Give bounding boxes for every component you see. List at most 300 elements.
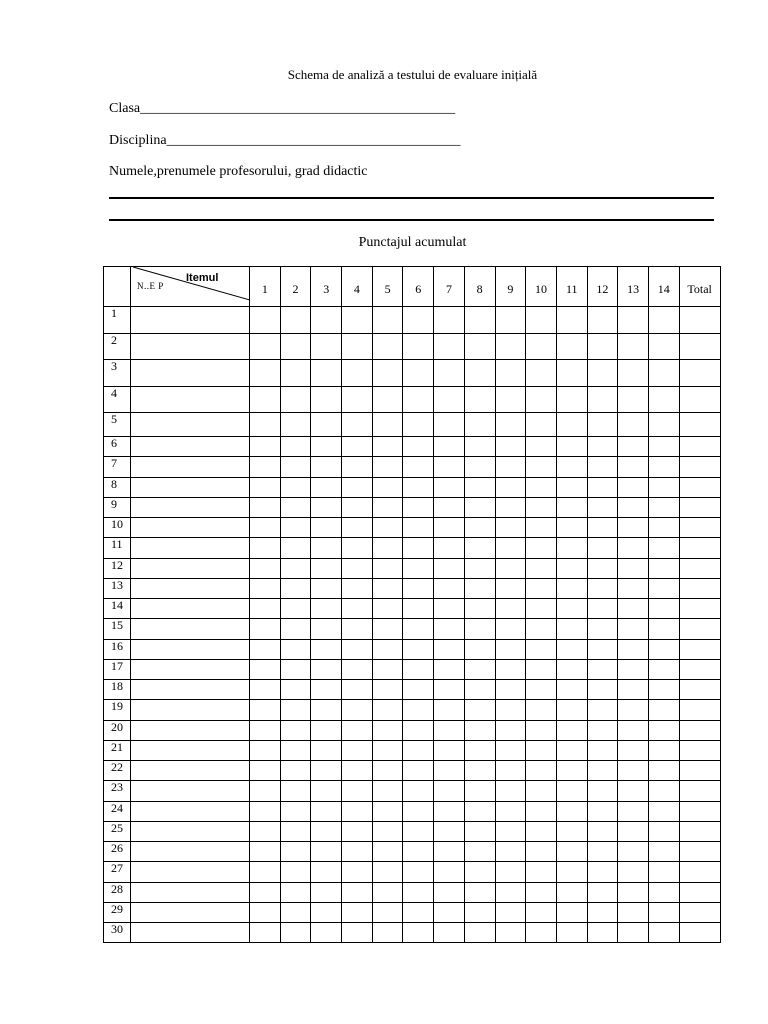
total-score-cell — [679, 659, 720, 679]
item-score-cell — [495, 659, 526, 679]
student-name-cell — [131, 360, 250, 387]
item-score-cell — [526, 781, 557, 801]
item-score-cell — [280, 923, 311, 943]
table-row — [104, 882, 721, 902]
item-score-cell — [342, 720, 373, 740]
total-score-cell — [679, 700, 720, 720]
item-score-cell — [311, 307, 342, 334]
item-score-cell — [280, 720, 311, 740]
item-score-cell — [648, 457, 679, 477]
item-score-cell — [526, 437, 557, 457]
item-score-cell — [342, 578, 373, 598]
row-number: 15 — [104, 619, 131, 639]
item-score-cell — [556, 477, 587, 497]
student-name-cell — [131, 334, 250, 360]
item-score-cell — [618, 781, 649, 801]
item-score-cell — [280, 578, 311, 598]
item-score-cell — [280, 781, 311, 801]
item-score-cell — [618, 740, 649, 760]
item-score-cell — [556, 700, 587, 720]
item-score-cell — [434, 639, 465, 659]
item-score-cell — [648, 659, 679, 679]
item-score-cell — [250, 639, 281, 659]
item-score-cell — [311, 659, 342, 679]
item-score-cell — [495, 413, 526, 437]
item-score-cell — [464, 659, 495, 679]
table-row — [104, 740, 721, 760]
item-score-cell — [250, 680, 281, 700]
total-score-cell — [679, 639, 720, 659]
row-number: 28 — [104, 882, 131, 902]
item-score-cell — [372, 518, 403, 538]
item-score-cell — [526, 497, 557, 517]
item-score-cell — [618, 518, 649, 538]
item-score-cell — [648, 477, 679, 497]
item-score-cell — [250, 619, 281, 639]
item-score-cell — [372, 387, 403, 413]
writing-line-1 — [109, 197, 714, 199]
column-header-item-9: 9 — [495, 267, 526, 307]
item-score-cell — [434, 801, 465, 821]
item-score-cell — [342, 558, 373, 578]
item-score-cell — [464, 740, 495, 760]
item-score-cell — [464, 360, 495, 387]
item-score-cell — [618, 801, 649, 821]
item-score-cell — [495, 781, 526, 801]
student-name-cell — [131, 801, 250, 821]
item-score-cell — [495, 700, 526, 720]
total-score-cell — [679, 578, 720, 598]
row-number: 29 — [104, 902, 131, 922]
item-score-cell — [556, 821, 587, 841]
item-score-cell — [464, 307, 495, 334]
table-row — [104, 387, 721, 413]
item-score-cell — [372, 923, 403, 943]
item-score-cell — [464, 619, 495, 639]
student-name-cell — [131, 619, 250, 639]
row-number: 8 — [104, 477, 131, 497]
row-number: 22 — [104, 761, 131, 781]
item-score-cell — [618, 477, 649, 497]
item-score-cell — [648, 882, 679, 902]
row-number: 23 — [104, 781, 131, 801]
item-score-cell — [556, 334, 587, 360]
column-header-item-5: 5 — [372, 267, 403, 307]
item-score-cell — [342, 902, 373, 922]
item-score-cell — [648, 801, 679, 821]
item-score-cell — [618, 558, 649, 578]
student-name-cell — [131, 437, 250, 457]
item-score-cell — [556, 842, 587, 862]
item-score-cell — [526, 700, 557, 720]
item-score-cell — [403, 720, 434, 740]
item-score-cell — [434, 413, 465, 437]
item-score-cell — [250, 387, 281, 413]
item-score-cell — [280, 842, 311, 862]
total-score-cell — [679, 801, 720, 821]
row-number: 21 — [104, 740, 131, 760]
item-score-cell — [618, 538, 649, 558]
item-score-cell — [464, 923, 495, 943]
table-row — [104, 781, 721, 801]
item-score-cell — [403, 599, 434, 619]
item-score-cell — [403, 761, 434, 781]
item-score-cell — [403, 680, 434, 700]
total-score-cell — [679, 923, 720, 943]
item-score-cell — [618, 334, 649, 360]
item-score-cell — [587, 558, 618, 578]
item-score-cell — [648, 639, 679, 659]
item-score-cell — [587, 387, 618, 413]
student-name-cell — [131, 740, 250, 760]
item-score-cell — [403, 538, 434, 558]
item-score-cell — [250, 659, 281, 679]
item-score-cell — [280, 821, 311, 841]
item-score-cell — [372, 558, 403, 578]
item-score-cell — [342, 862, 373, 882]
item-score-cell — [434, 518, 465, 538]
row-number: 11 — [104, 538, 131, 558]
item-score-cell — [372, 360, 403, 387]
item-score-cell — [434, 334, 465, 360]
item-score-cell — [464, 902, 495, 922]
teacher-field: Numele,prenumele profesorului, grad didactic — [109, 164, 368, 179]
item-score-cell — [526, 387, 557, 413]
item-score-cell — [648, 842, 679, 862]
total-score-cell — [679, 740, 720, 760]
item-score-cell — [526, 578, 557, 598]
total-score-cell — [679, 680, 720, 700]
item-score-cell — [311, 457, 342, 477]
item-score-cell — [556, 538, 587, 558]
item-score-cell — [464, 578, 495, 598]
item-score-cell — [250, 360, 281, 387]
writing-line-2 — [109, 219, 714, 221]
item-score-cell — [403, 882, 434, 902]
item-score-cell — [434, 599, 465, 619]
item-score-cell — [372, 700, 403, 720]
item-score-cell — [495, 578, 526, 598]
item-score-cell — [495, 538, 526, 558]
item-score-cell — [464, 497, 495, 517]
item-score-cell — [372, 659, 403, 679]
item-score-cell — [587, 437, 618, 457]
table-row — [104, 307, 721, 334]
item-score-cell — [495, 599, 526, 619]
item-score-cell — [526, 518, 557, 538]
item-score-cell — [280, 619, 311, 639]
item-score-cell — [556, 740, 587, 760]
item-score-cell — [618, 902, 649, 922]
student-name-cell — [131, 862, 250, 882]
item-score-cell — [464, 599, 495, 619]
item-score-cell — [403, 360, 434, 387]
table-row — [104, 578, 721, 598]
item-score-cell — [648, 558, 679, 578]
item-score-cell — [648, 360, 679, 387]
item-score-cell — [495, 761, 526, 781]
table-row — [104, 902, 721, 922]
row-number: 4 — [104, 387, 131, 413]
item-score-cell — [618, 882, 649, 902]
item-score-cell — [403, 639, 434, 659]
item-score-cell — [648, 334, 679, 360]
item-score-cell — [618, 842, 649, 862]
total-score-cell — [679, 882, 720, 902]
item-score-cell — [250, 578, 281, 598]
item-score-cell — [372, 882, 403, 902]
item-score-cell — [495, 821, 526, 841]
item-score-cell — [526, 740, 557, 760]
item-score-cell — [403, 923, 434, 943]
document-title: Schema de analiză a testului de evaluare inițială — [287, 67, 538, 82]
item-score-cell — [526, 821, 557, 841]
item-score-cell — [464, 518, 495, 538]
item-score-cell — [434, 923, 465, 943]
item-score-cell — [403, 821, 434, 841]
student-name-cell — [131, 781, 250, 801]
item-score-cell — [342, 518, 373, 538]
item-score-cell — [250, 477, 281, 497]
item-score-cell — [372, 497, 403, 517]
table-row — [104, 518, 721, 538]
total-score-cell — [679, 387, 720, 413]
column-header-item-4: 4 — [342, 267, 373, 307]
item-score-cell — [618, 680, 649, 700]
item-score-cell — [587, 307, 618, 334]
row-number: 13 — [104, 578, 131, 598]
item-score-cell — [587, 801, 618, 821]
table-row — [104, 720, 721, 740]
item-score-cell — [526, 307, 557, 334]
item-score-cell — [495, 882, 526, 902]
table-row — [104, 558, 721, 578]
item-score-cell — [342, 497, 373, 517]
item-score-cell — [495, 307, 526, 334]
item-score-cell — [618, 720, 649, 740]
row-number: 24 — [104, 801, 131, 821]
total-score-cell — [679, 902, 720, 922]
item-score-cell — [311, 902, 342, 922]
item-score-cell — [587, 740, 618, 760]
item-score-cell — [618, 413, 649, 437]
item-score-cell — [250, 334, 281, 360]
item-score-cell — [250, 700, 281, 720]
item-score-cell — [250, 307, 281, 334]
item-score-cell — [311, 801, 342, 821]
item-score-cell — [311, 387, 342, 413]
item-header-label: Itemul — [186, 272, 219, 284]
student-name-cell — [131, 457, 250, 477]
item-score-cell — [372, 781, 403, 801]
total-score-cell — [679, 599, 720, 619]
item-score-cell — [372, 842, 403, 862]
student-name-cell — [131, 842, 250, 862]
item-score-cell — [526, 457, 557, 477]
item-score-cell — [434, 387, 465, 413]
total-score-cell — [679, 761, 720, 781]
item-score-cell — [280, 801, 311, 821]
item-score-cell — [434, 680, 465, 700]
student-name-cell — [131, 307, 250, 334]
item-score-cell — [464, 387, 495, 413]
item-score-cell — [403, 387, 434, 413]
table-row — [104, 457, 721, 477]
table-row — [104, 821, 721, 841]
student-name-cell — [131, 599, 250, 619]
item-score-cell — [618, 639, 649, 659]
item-score-cell — [311, 639, 342, 659]
item-score-cell — [648, 599, 679, 619]
row-number: 17 — [104, 659, 131, 679]
student-name-cell — [131, 761, 250, 781]
item-score-cell — [587, 639, 618, 659]
student-name-cell — [131, 578, 250, 598]
item-score-cell — [403, 518, 434, 538]
item-score-cell — [464, 781, 495, 801]
item-score-cell — [556, 578, 587, 598]
item-score-cell — [556, 882, 587, 902]
item-score-cell — [342, 923, 373, 943]
row-number: 25 — [104, 821, 131, 841]
item-score-cell — [587, 413, 618, 437]
table-row — [104, 619, 721, 639]
column-header-item-8: 8 — [464, 267, 495, 307]
total-score-cell — [679, 307, 720, 334]
item-score-cell — [618, 923, 649, 943]
item-score-cell — [434, 497, 465, 517]
table-row — [104, 659, 721, 679]
item-score-cell — [648, 862, 679, 882]
header-blank-cell — [104, 267, 131, 307]
student-name-cell — [131, 659, 250, 679]
item-score-cell — [280, 862, 311, 882]
item-score-cell — [587, 457, 618, 477]
row-number: 9 — [104, 497, 131, 517]
item-score-cell — [403, 781, 434, 801]
column-header-item-14: 14 — [648, 267, 679, 307]
item-score-cell — [464, 558, 495, 578]
item-score-cell — [434, 477, 465, 497]
item-score-cell — [648, 538, 679, 558]
item-score-cell — [648, 413, 679, 437]
column-header-item-12: 12 — [587, 267, 618, 307]
item-score-cell — [648, 437, 679, 457]
column-header-item-11: 11 — [556, 267, 587, 307]
item-score-cell — [495, 680, 526, 700]
total-score-cell — [679, 842, 720, 862]
item-score-cell — [280, 902, 311, 922]
item-score-cell — [556, 599, 587, 619]
item-score-cell — [311, 518, 342, 538]
item-score-cell — [464, 862, 495, 882]
item-score-cell — [372, 437, 403, 457]
item-score-cell — [434, 821, 465, 841]
item-score-cell — [342, 781, 373, 801]
item-score-cell — [403, 578, 434, 598]
item-score-cell — [403, 740, 434, 760]
item-score-cell — [342, 457, 373, 477]
item-score-cell — [648, 700, 679, 720]
item-score-cell — [372, 821, 403, 841]
item-score-cell — [311, 761, 342, 781]
item-score-cell — [618, 387, 649, 413]
column-header-item-2: 2 — [280, 267, 311, 307]
item-score-cell — [618, 821, 649, 841]
item-score-cell — [311, 538, 342, 558]
table-row — [104, 538, 721, 558]
item-score-cell — [311, 740, 342, 760]
item-score-cell — [372, 720, 403, 740]
student-name-cell — [131, 518, 250, 538]
item-score-cell — [372, 578, 403, 598]
item-score-cell — [372, 457, 403, 477]
item-score-cell — [311, 619, 342, 639]
item-score-cell — [311, 720, 342, 740]
item-score-cell — [648, 387, 679, 413]
item-score-cell — [587, 761, 618, 781]
item-score-cell — [648, 923, 679, 943]
student-name-cell — [131, 882, 250, 902]
item-score-cell — [372, 413, 403, 437]
item-score-cell — [495, 334, 526, 360]
student-name-cell — [131, 477, 250, 497]
item-score-cell — [434, 457, 465, 477]
item-score-cell — [250, 437, 281, 457]
item-score-cell — [342, 882, 373, 902]
item-score-cell — [403, 558, 434, 578]
table-header-row — [104, 267, 721, 307]
student-name-cell — [131, 558, 250, 578]
total-score-cell — [679, 497, 720, 517]
item-score-cell — [648, 761, 679, 781]
row-number: 10 — [104, 518, 131, 538]
item-score-cell — [618, 497, 649, 517]
table-body — [104, 307, 721, 943]
item-score-cell — [311, 413, 342, 437]
item-score-cell — [250, 862, 281, 882]
item-score-cell — [587, 477, 618, 497]
total-score-cell — [679, 360, 720, 387]
item-score-cell — [648, 307, 679, 334]
student-name-cell — [131, 720, 250, 740]
item-score-cell — [280, 761, 311, 781]
item-score-cell — [434, 307, 465, 334]
item-score-cell — [618, 307, 649, 334]
item-score-cell — [280, 558, 311, 578]
item-score-cell — [526, 360, 557, 387]
item-score-cell — [526, 923, 557, 943]
student-name-cell — [131, 497, 250, 517]
item-score-cell — [403, 457, 434, 477]
column-header-item-1: 1 — [250, 267, 281, 307]
item-score-cell — [311, 882, 342, 902]
item-score-cell — [464, 538, 495, 558]
student-name-cell — [131, 413, 250, 437]
total-score-cell — [679, 477, 720, 497]
table-subtitle: Punctajul acumulat — [358, 235, 467, 250]
item-score-cell — [526, 680, 557, 700]
item-score-cell — [311, 923, 342, 943]
item-score-cell — [280, 882, 311, 902]
item-score-cell — [464, 639, 495, 659]
item-score-cell — [526, 761, 557, 781]
item-score-cell — [495, 740, 526, 760]
item-score-cell — [434, 578, 465, 598]
table-row — [104, 497, 721, 517]
item-score-cell — [311, 680, 342, 700]
class-field: Clasa_____________________________________________ — [109, 101, 456, 116]
